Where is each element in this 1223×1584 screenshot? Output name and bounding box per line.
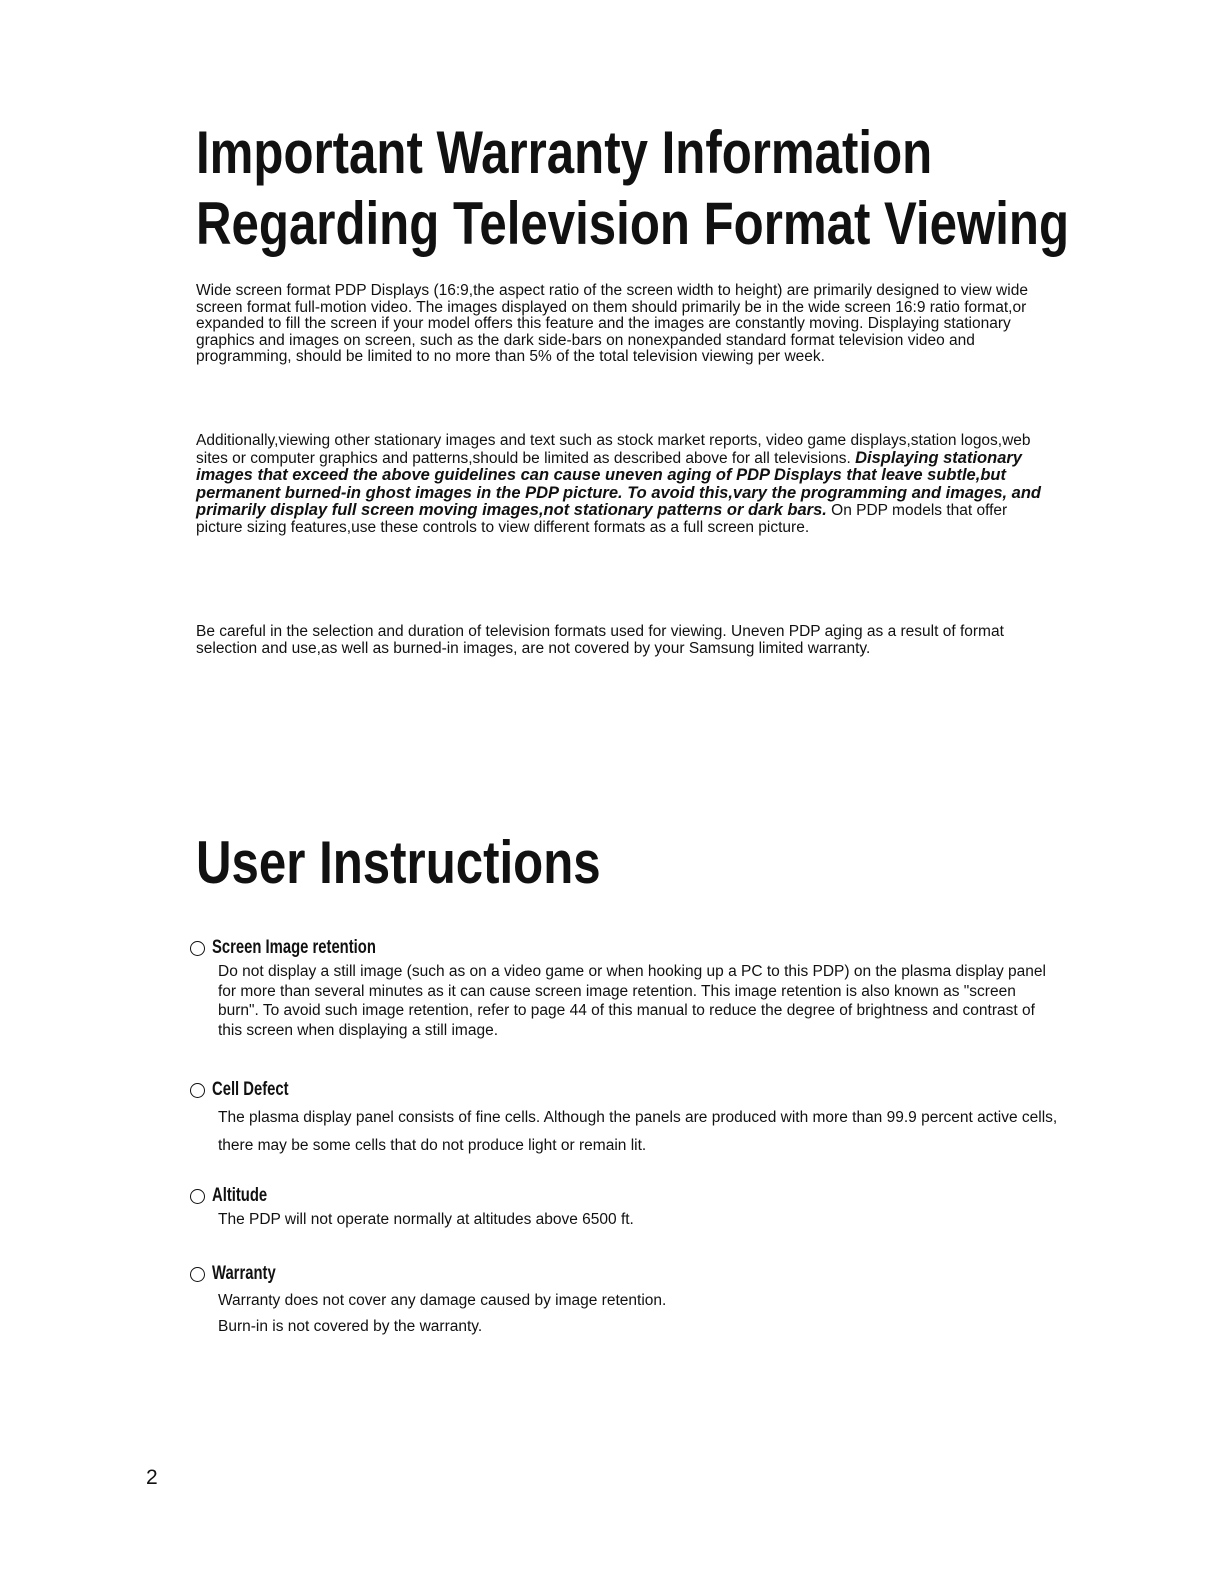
- instruction-heading-row: [190, 1184, 1070, 1208]
- warranty-paragraph-2: [196, 433, 1046, 536]
- warranty-paragraph-3: Be careful in the selection and duration of television formats used for viewing. Uneven PDP aging as a result of format selection and use,as well as burned-in images, are not covered by your Samsung limited warranty.: [196, 623, 1004, 657]
- circle-bullet-icon: [190, 1267, 205, 1282]
- instruction-text: The PDP will not operate normally at altitudes above 6500 ft.: [218, 1211, 634, 1228]
- instruction-body: [218, 962, 1058, 1040]
- page-number: 2: [146, 1466, 158, 1489]
- instruction-screen-image-retention: [190, 936, 1070, 1040]
- instruction-text: Do not display a still image (such as on a video game or when hooking up a PC to this PDP) on the plasma display panel for more than several minutes as it can cause screen image retention. This image retention is also known as "screen burn". To avoid such image retention, refer to page 44 of this manual to reduce the degree of brightness and contrast of this screen when displaying a still image.: [218, 963, 1046, 1039]
- instruction-heading-row: [190, 1262, 1070, 1286]
- circle-bullet-icon: [190, 1083, 205, 1098]
- instruction-text: Burn-in is not covered by the warranty.: [218, 1318, 483, 1335]
- instruction-cell-defect: [190, 1078, 1070, 1160]
- instruction-heading: Screen Image retention: [212, 937, 376, 958]
- warranty-paragraph-2-end: On PDP models that offer picture sizing features,use these controls to view different formats as a full screen picture.: [196, 502, 1008, 536]
- instruction-heading-row: [190, 1078, 1070, 1102]
- instruction-heading-row: [190, 936, 1070, 960]
- instruction-heading: Cell Defect: [212, 1079, 289, 1100]
- instruction-heading: Warranty: [212, 1263, 276, 1284]
- warranty-paragraph-1: Wide screen format PDP Displays (16:9,the aspect ratio of the screen width to height) are primarily designed to view wide screen format full-motion video. The images displayed on them should primarily be in the wide screen 16:9 ratio format,or expanded to fill the screen if your model offers this feature and the images are constantly moving. Displaying stationary graphics and images on screen, such as the dark side-bars on nonexpanded standard format television video and programming, should be limited to no more than 5% of the total television viewing per week.: [196, 282, 1028, 365]
- instruction-body: [218, 1210, 1058, 1230]
- user-instructions-title: User Instructions: [196, 829, 601, 896]
- circle-bullet-icon: [190, 941, 205, 956]
- warranty-paragraph-2-emphasis: Displaying stationary images that exceed the above guidelines can cause uneven aging of PDP Displays that leave subtle,but permanent burned-in ghost images in the PDP picture. To avoid this,vary the programming and images, and primarily display full screen moving images,not stationary patterns or dark bars.: [196, 448, 1041, 519]
- warranty-title: [196, 118, 1070, 260]
- instruction-altitude: [190, 1184, 1070, 1230]
- instruction-body: [218, 1104, 1058, 1160]
- warranty-title-line-2: Regarding Television Format Viewing: [196, 189, 1070, 257]
- circle-bullet-icon: [190, 1189, 205, 1204]
- warranty-paragraph-2-start: Additionally,viewing other stationary images and text such as stock market reports, video game displays,station logos,web sites or computer graphics and patterns,should be limited as described above for all televisions.: [196, 432, 1031, 467]
- instruction-heading: Altitude: [212, 1185, 268, 1206]
- instruction-text: The plasma display panel consists of fine cells. Although the panels are produced with more than 99.9 percent active cells, there may be some cells that do not produce light or remain lit.: [218, 1109, 1058, 1154]
- instruction-body: [218, 1288, 1058, 1340]
- warranty-title-line-1: Important Warranty Information: [196, 119, 933, 186]
- instruction-warranty: [190, 1262, 1070, 1340]
- instruction-text: Warranty does not cover any damage caused by image retention.: [218, 1292, 667, 1309]
